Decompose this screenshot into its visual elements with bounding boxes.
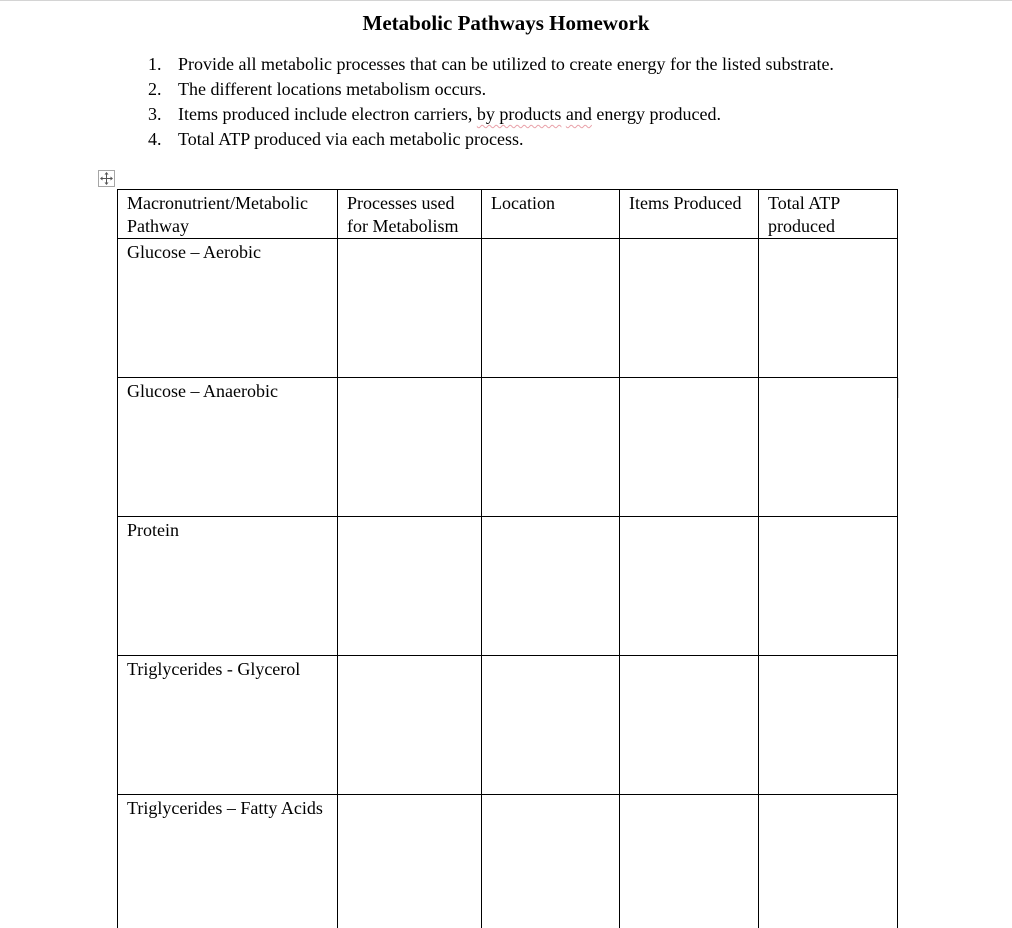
location-cell[interactable] (482, 378, 620, 517)
table-row (118, 239, 898, 378)
row-label-cell[interactable]: Triglycerides - Glycerol (118, 656, 338, 795)
instruction-text-start: Items produced include electron carriers, (178, 104, 477, 124)
location-cell[interactable] (482, 239, 620, 378)
instruction-number: 2. (148, 79, 162, 99)
processes-cell[interactable] (338, 517, 482, 656)
items-produced-cell[interactable] (620, 517, 759, 656)
total-atp-cell[interactable] (759, 378, 898, 517)
table-row (118, 517, 898, 656)
instruction-text: The different locations metabolism occurs. (178, 79, 487, 99)
page-top-edge (0, 0, 1012, 1)
page-title: Metabolic Pathways Homework (362, 11, 650, 35)
location-cell[interactable] (482, 517, 620, 656)
instruction-text: Provide all metabolic processes that can be utilized to create energy for the listed substrate. (178, 54, 834, 74)
instruction-number: 1. (148, 54, 162, 74)
spellcheck-flagged-word[interactable]: and (565, 104, 592, 124)
location-cell[interactable] (482, 656, 620, 795)
column-header-processes[interactable]: Processes used for Metabolism (338, 190, 482, 239)
items-produced-cell[interactable] (620, 795, 759, 928)
instruction-number: 4. (148, 129, 162, 149)
table-resize-marker (898, 378, 899, 398)
instruction-item (140, 52, 840, 77)
instruction-item (140, 127, 840, 152)
total-atp-cell[interactable] (759, 795, 898, 928)
four-way-move-icon[interactable] (98, 170, 115, 187)
column-header-location[interactable]: Location (482, 190, 620, 239)
row-label-cell[interactable]: Glucose – Aerobic (118, 239, 338, 378)
total-atp-cell[interactable] (759, 239, 898, 378)
items-produced-cell[interactable] (620, 656, 759, 795)
instruction-item (140, 102, 840, 127)
table-row (118, 795, 898, 928)
processes-cell[interactable] (338, 239, 482, 378)
table-row (118, 656, 898, 795)
column-header-items-produced[interactable]: Items Produced (620, 190, 759, 239)
column-header-macronutrient[interactable]: Macronutrient/Metabolic Pathway (118, 190, 338, 239)
metabolic-pathways-table (117, 189, 898, 928)
items-produced-cell[interactable] (620, 239, 759, 378)
processes-cell[interactable] (338, 378, 482, 517)
total-atp-cell[interactable] (759, 656, 898, 795)
table-header-row (118, 190, 898, 239)
instruction-text-end: energy produced. (591, 104, 721, 124)
instruction-list (140, 52, 840, 152)
column-header-total-atp[interactable]: Total ATP produced (759, 190, 898, 239)
instruction-item (140, 77, 840, 102)
processes-cell[interactable] (338, 795, 482, 928)
row-label-cell[interactable]: Glucose – Anaerobic (118, 378, 338, 517)
processes-cell[interactable] (338, 656, 482, 795)
instruction-text: Total ATP produced via each metabolic process. (178, 129, 524, 149)
table-row (118, 378, 898, 517)
row-label-cell[interactable]: Protein (118, 517, 338, 656)
row-label-cell[interactable]: Triglycerides – Fatty Acids (118, 795, 338, 928)
location-cell[interactable] (482, 795, 620, 928)
total-atp-cell[interactable] (759, 517, 898, 656)
instruction-number: 3. (148, 104, 162, 124)
items-produced-cell[interactable] (620, 378, 759, 517)
spellcheck-flagged-word[interactable]: by products (476, 104, 562, 124)
